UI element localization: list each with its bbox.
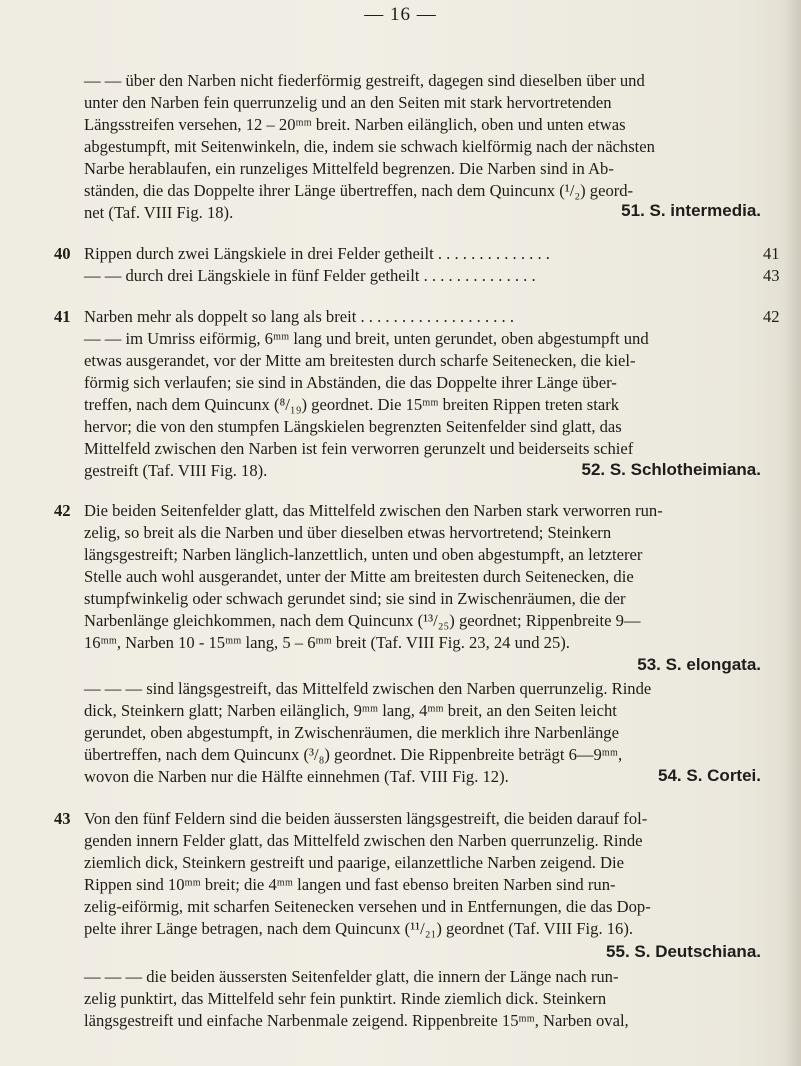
- text-line: dick, Steinkern glatt; Narben eilänglich, 9ᵐᵐ lang, 4ᵐᵐ breit, an den Seiten leicht: [84, 701, 617, 720]
- text-line: — — über den Narben nicht fiederförmig gestreift, dagegen sind dieselben über und: [84, 71, 645, 90]
- text-line: längsgestreift und einfache Narbenmale zeigend. Rippenbreite 15ᵐᵐ, Narben oval,: [84, 1011, 629, 1030]
- text-line: — — — die beiden äussersten Seitenfelder glatt, die innern der Länge nach run-: [84, 967, 619, 986]
- section-number: 42: [54, 501, 71, 520]
- text-line: hervor; die von den stumpfen Längskielen begrenzten Seitenfelder sind glatt, das: [84, 417, 622, 436]
- species-name: 55. S. Deutschiana.: [606, 942, 761, 961]
- text-line: — — — sind längsgestreift, das Mittelfeld zwischen den Narben querrunzelig. Rinde: [84, 679, 652, 698]
- page-edge-shadow: [783, 0, 801, 1066]
- text-line: — — im Umriss eiförmig, 6ᵐᵐ lang und breit, unten gerundet, oben abgestumpft und: [84, 329, 649, 348]
- text-line: net (Taf. VIII Fig. 18).: [84, 203, 234, 222]
- section-number: 43: [54, 809, 71, 828]
- text-line: etwas ausgerandet, vor der Mitte am breitesten durch scharfe Seitenecken, die kiel-: [84, 351, 636, 370]
- text-line: Längsstreifen versehen, 12 – 20ᵐᵐ breit. Narben eilänglich, oben und unten etwas: [84, 115, 626, 134]
- text-line: zelig, so breit als die Narben und über dieselben etwas hervortretend; Steinkern: [84, 523, 612, 542]
- section-number: 40: [54, 244, 71, 263]
- text-line: förmig sich verlaufen; sie sind in Abständen, die das Doppelte ihrer Länge über-: [84, 373, 617, 392]
- text-line: Narben mehr als doppelt so lang als breit . . . . . . . . . . . . . . . . . . .: [84, 307, 514, 326]
- text-line: Narbe herablaufen, ein runzeliges Mittelfeld begrenzen. Die Narben sind in Ab-: [84, 159, 614, 178]
- species-name: 51. S. intermedia.: [621, 201, 761, 220]
- section-reference: 43: [763, 266, 780, 285]
- section-reference: 41: [763, 244, 780, 263]
- text-line: Stelle auch wohl ausgerandet, unter der Mitte am breitesten durch Seitenecken, die: [84, 567, 634, 586]
- text-line: Narbenlänge gleichkommen, nach dem Quincunx (¹³/₂₅) geordnet; Rippenbreite 9—: [84, 611, 641, 630]
- text-line: zelig punktirt, das Mittelfeld sehr fein punktirt. Rinde ziemlich dick. Steinkern: [84, 989, 607, 1008]
- text-line: 16ᵐᵐ, Narben 10 - 15ᵐᵐ lang, 5 – 6ᵐᵐ breit (Taf. VIII Fig. 23, 24 und 25).: [84, 633, 570, 652]
- text-line: längsgestreift; Narben länglich-lanzettlich, unten und oben abgestumpft, an letzterer: [84, 545, 643, 564]
- page-number: — 16 —: [364, 4, 437, 25]
- text-line: Mittelfeld zwischen den Narben ist fein verworren gerunzelt und beiderseits schief: [84, 439, 634, 458]
- text-line: abgestumpft, mit Seitenwinkeln, die, indem sie schwach kielförmig nach der nächsten: [84, 137, 655, 156]
- text-line: übertreffen, nach dem Quincunx (³/₈) geordnet. Die Rippenbreite beträgt 6—9ᵐᵐ,: [84, 745, 623, 764]
- text-line: unter den Narben fein querrunzelig und an den Seiten mit stark hervortretenden: [84, 93, 612, 112]
- text-line: zelig-eiförmig, mit scharfen Seitenecken versehen und in Entfernungen, die das Dop-: [84, 897, 651, 916]
- text-line: stumpfwinkelig oder schwach gerundet sind; sie sind in Zwischenräumen, die der: [84, 589, 626, 608]
- species-name: 52. S. Schlotheimiana.: [581, 460, 761, 479]
- text-line: — — durch drei Längskiele in fünf Felder getheilt . . . . . . . . . . . . . .: [84, 266, 536, 285]
- text-line: ständen, die das Doppelte ihrer Länge übertreffen, nach dem Quincunx (¹/₂) geord-: [84, 181, 634, 200]
- section-reference: 42: [763, 307, 780, 326]
- text-line: pelte ihrer Länge betragen, nach dem Quincunx (¹¹/₂₁) geordnet (Taf. VIII Fig. 16).: [84, 919, 634, 938]
- text-line: gerundet, oben abgestumpft, in Zwischenräumen, die merklich ihre Narbenlänge: [84, 723, 619, 742]
- text-line: Rippen sind 10ᵐᵐ breit; die 4ᵐᵐ langen und fast ebenso breiten Narben sind run-: [84, 875, 616, 894]
- text-line: ziemlich dick, Steinkern gestreift und paarige, eilanzettliche Narben zeigend. Die: [84, 853, 624, 872]
- text-line: genden innern Felder glatt, das Mittelfeld zwischen den Narben querrunzelig. Rinde: [84, 831, 643, 850]
- species-name: 53. S. elongata.: [637, 655, 761, 674]
- text-line: gestreift (Taf. VIII Fig. 18).: [84, 461, 268, 480]
- species-name: 54. S. Cortei.: [658, 766, 761, 785]
- section-number: 41: [54, 307, 71, 326]
- text-line: Die beiden Seitenfelder glatt, das Mittelfeld zwischen den Narben stark verworren run-: [84, 501, 663, 520]
- text-line: Von den fünf Feldern sind die beiden äussersten längsgestreift, die beiden darauf fol-: [84, 809, 648, 828]
- text-line: Rippen durch zwei Längskiele in drei Felder getheilt . . . . . . . . . . . . . .: [84, 244, 550, 263]
- text-line: treffen, nach dem Quincunx (⁸/₁₉) geordnet. Die 15ᵐᵐ breiten Rippen treten stark: [84, 395, 620, 414]
- text-line: wovon die Narben nur die Hälfte einnehmen (Taf. VIII Fig. 12).: [84, 767, 509, 786]
